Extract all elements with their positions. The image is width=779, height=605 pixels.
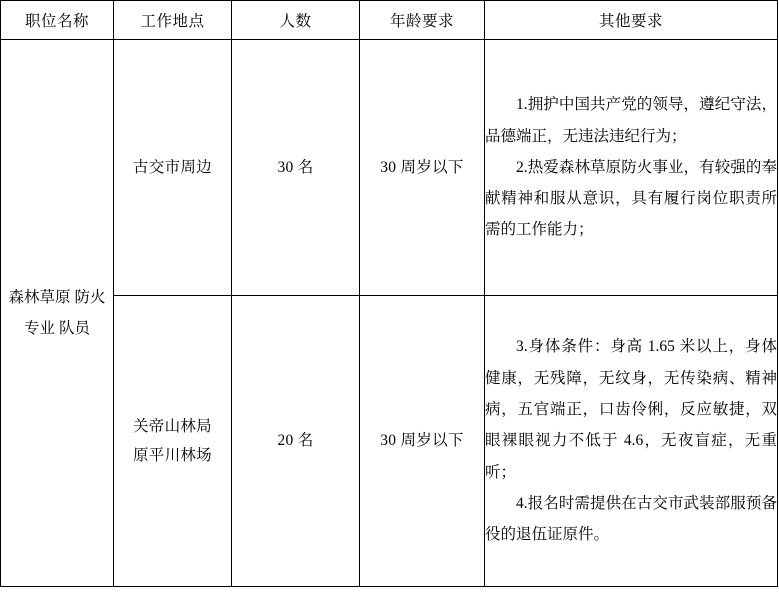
- header-headcount: 人数: [232, 1, 360, 40]
- work-location-line-2: 原平川林场: [132, 447, 212, 464]
- table-header-row: [1, 1, 778, 40]
- requirement-item: 2.热爱森林草原防火事业，有较强的奉献精神和服从意识，具有履行岗位职责所需的工作能力；: [485, 158, 777, 239]
- work-location-line-1: 关帝山林局: [132, 417, 212, 435]
- cell-age-1: 30 周岁以下: [360, 40, 485, 296]
- cell-work-location-1: [114, 40, 232, 296]
- header-work-location: 工作地点: [114, 1, 232, 40]
- table-row: [1, 40, 778, 296]
- position-name-line-2: 防火专业: [24, 289, 106, 337]
- header-age-requirement: 年龄要求: [360, 1, 485, 40]
- requirement-item: 3.身体条件：身高 1.65 米以上，身体健康，无残障，无纹身，无传染病、精神病，五官端正，口齿伶俐，反应敏捷，双眼裸眼视力不低于 4.6，无夜盲症，无重听；: [485, 338, 777, 481]
- cell-other-requirements-1: [485, 40, 778, 296]
- header-other-requirements: 其他要求: [485, 1, 778, 40]
- header-position-name: 职位名称: [1, 1, 114, 40]
- cell-headcount-2: 20 名: [232, 296, 360, 587]
- cell-work-location-2: [114, 296, 232, 587]
- requirement-item: 4.报名时需提供在古交市武装部服预备役的退伍证原件。: [485, 494, 777, 544]
- cell-age-2: 30 周岁以下: [360, 296, 485, 587]
- position-name-line-1: 森林草原: [8, 289, 71, 306]
- cell-position-name: [1, 40, 114, 587]
- requirement-item: 1.拥护中国共产党的领导，遵纪守法，品德端正，无违法违纪行为；: [485, 96, 777, 145]
- table-row: [1, 296, 778, 587]
- cell-other-requirements-2: [485, 296, 778, 587]
- cell-headcount-1: 30 名: [232, 40, 360, 296]
- work-location-line-1: 古交市周边: [132, 158, 212, 176]
- position-name-line-3: 队员: [58, 320, 90, 337]
